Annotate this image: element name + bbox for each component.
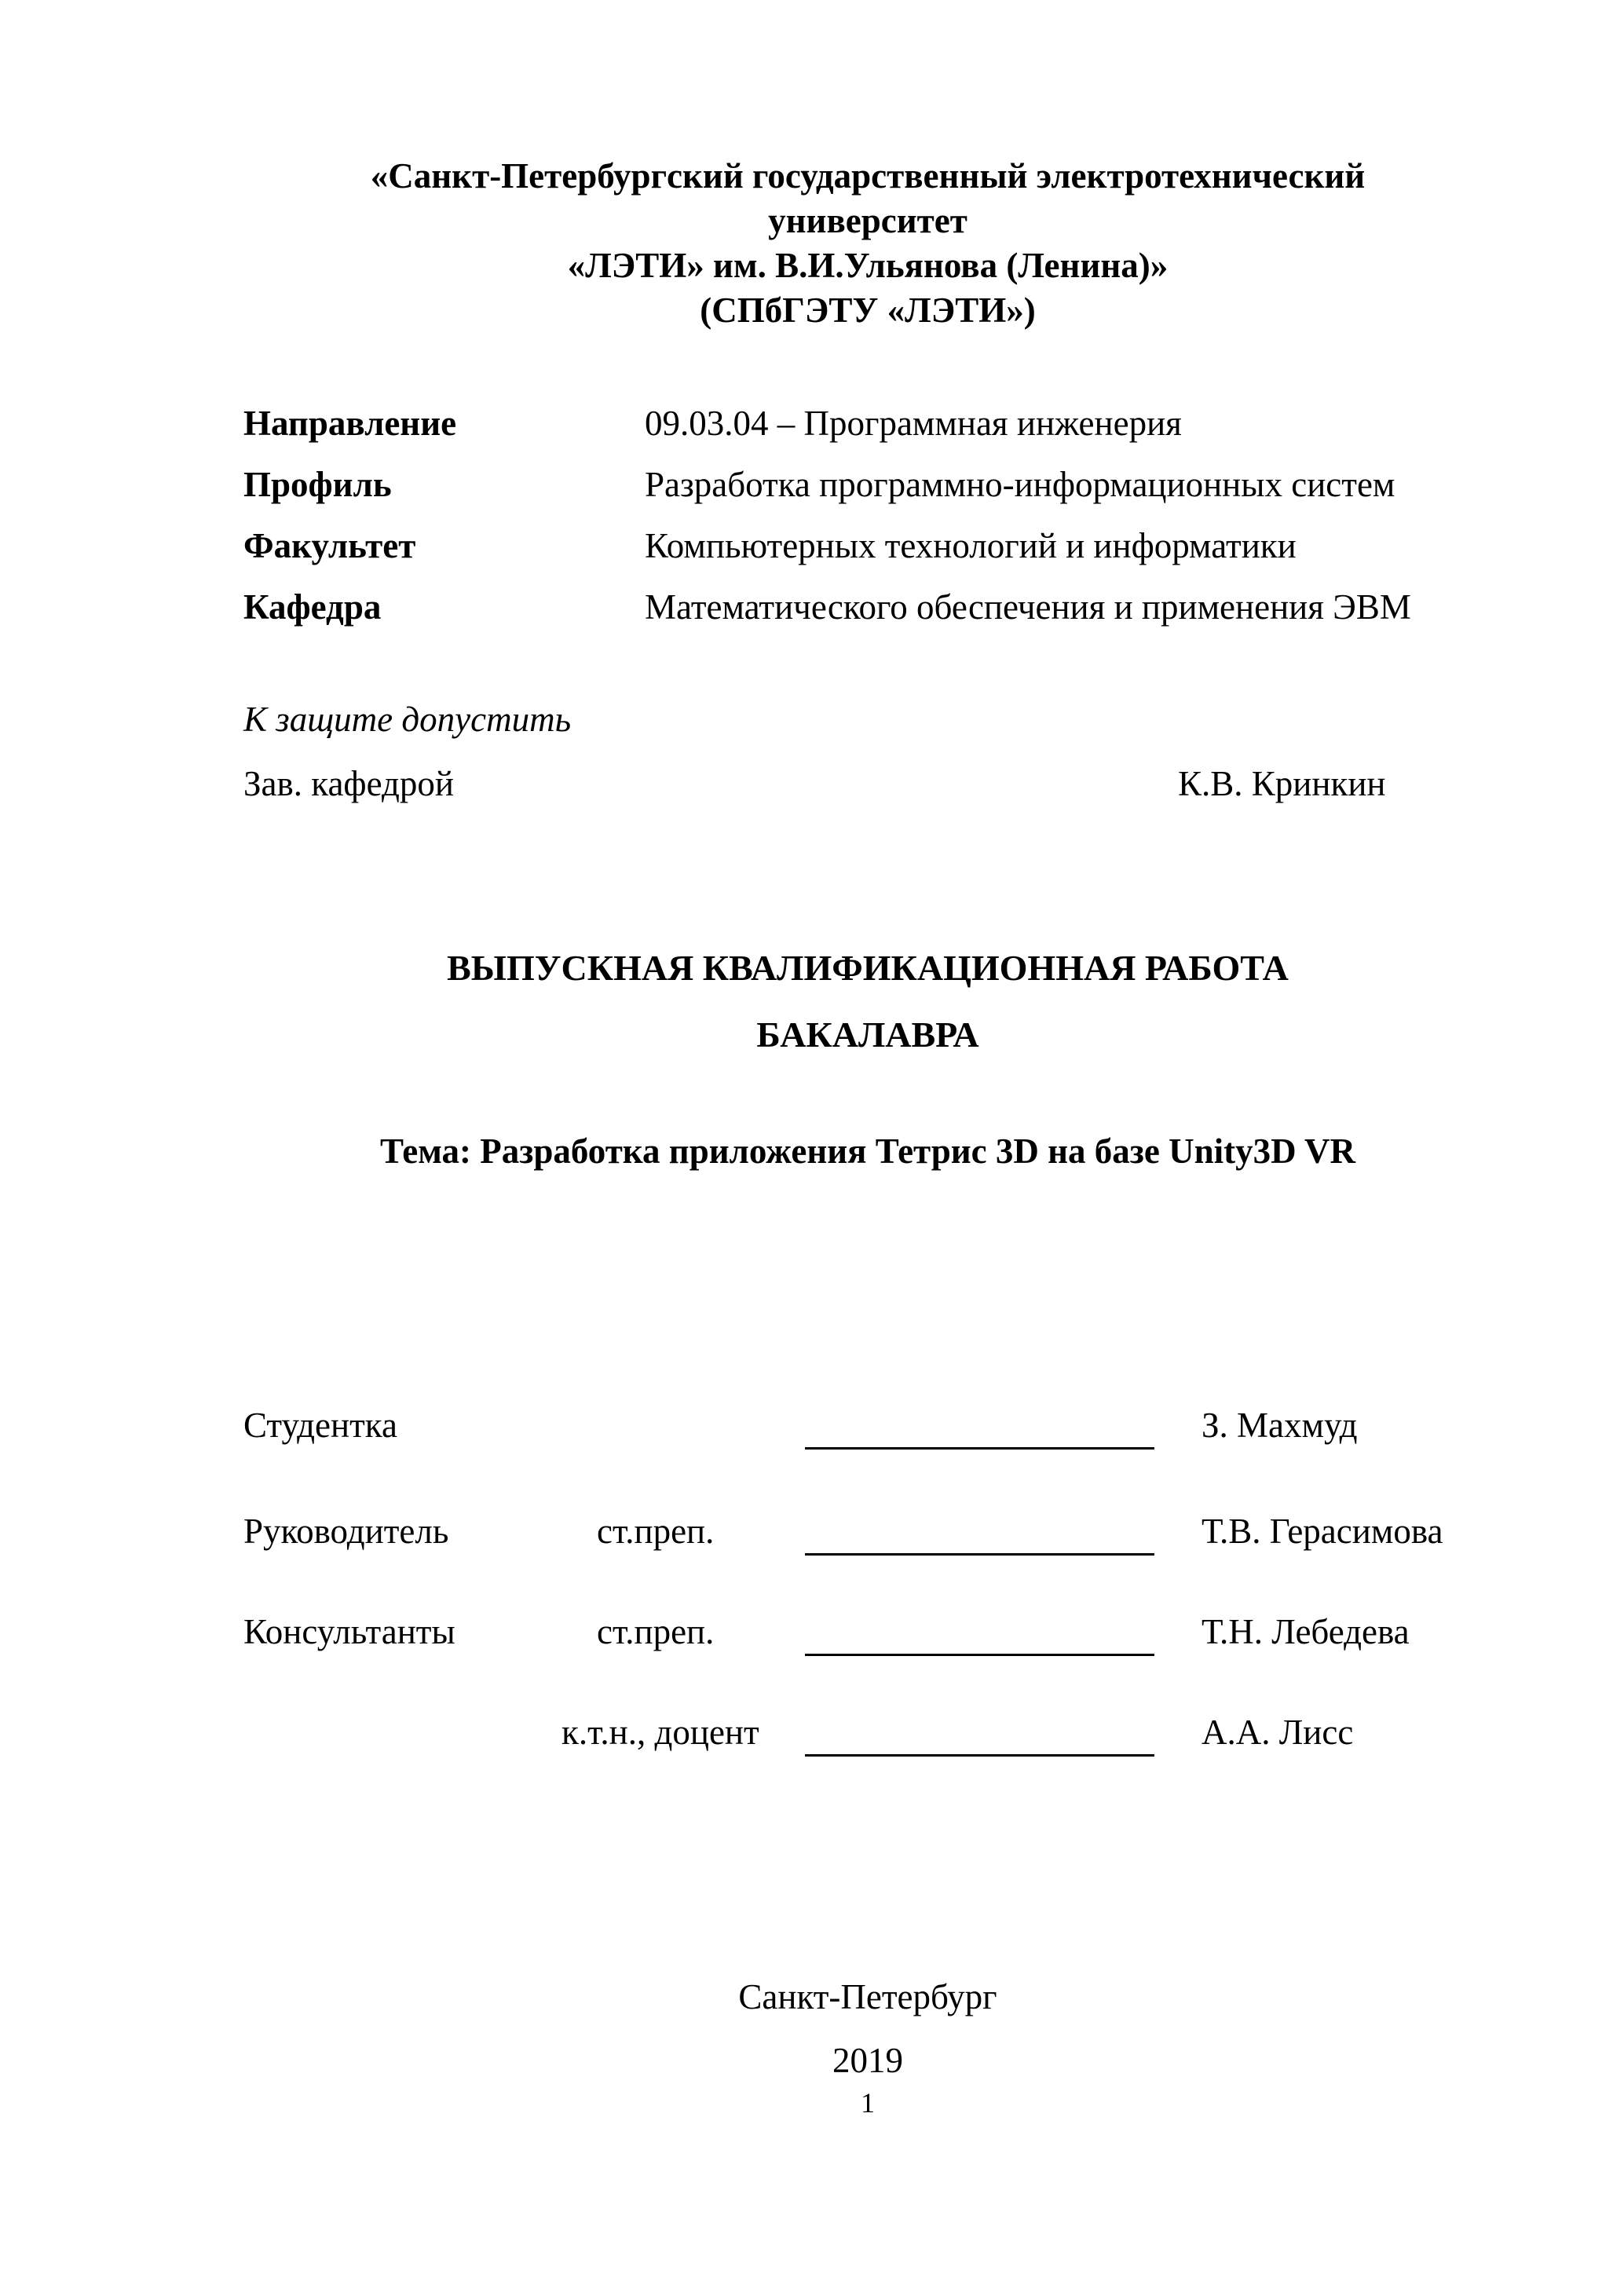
signature-row-consultant-2 — [243, 1709, 1492, 1756]
university-header-line1: «Санкт-Петербургский государственный электротехнический — [370, 156, 1366, 196]
supervisor-role-label: Руководитель — [243, 1512, 449, 1551]
department-label: Кафедра — [243, 587, 382, 627]
signature-row-supervisor — [243, 1508, 1492, 1555]
info-row-department — [243, 576, 1492, 638]
consultant-2-signature-line — [805, 1754, 1154, 1757]
info-row-faculty — [243, 515, 1492, 576]
faculty-value: Компьютерных технологий и информатики — [645, 526, 1297, 565]
supervisor-degree-label: ст.преп. — [597, 1512, 715, 1551]
program-info — [243, 393, 1492, 638]
thesis-theme: Тема: Разработка приложения Тетрис 3D на базе Unity3D VR — [379, 1132, 1356, 1171]
page-number: 1 — [861, 2087, 875, 2119]
department-value: Математического обеспечения и применения ЭВМ — [645, 587, 1411, 627]
faculty-label: Факультет — [243, 526, 416, 565]
profile-label: Профиль — [243, 465, 392, 504]
footer-year: 2019 — [832, 2041, 903, 2080]
consultant-1-degree-label: ст.преп. — [597, 1612, 715, 1651]
signature-row-student — [243, 1402, 1492, 1449]
work-title-line2: БАКАЛАВРА — [756, 1015, 979, 1055]
student-role-label: Студентка — [243, 1406, 397, 1445]
signature-row-consultant-1 — [243, 1608, 1492, 1655]
consultants-role-label: Консультанты — [243, 1612, 455, 1651]
consultant-2-name: А.А. Лисс — [1202, 1713, 1354, 1752]
university-header-line4: (СПбГЭТУ «ЛЭТИ») — [700, 291, 1036, 330]
approval-note: К защите допустить — [243, 700, 572, 739]
work-title — [243, 934, 1492, 1068]
info-row-direction — [243, 393, 1492, 454]
footer-city: Санкт-Петербург — [738, 1977, 997, 2016]
supervisor-name: Т.В. Герасимова — [1202, 1512, 1443, 1551]
direction-value: 09.03.04 – Программная инженерия — [645, 404, 1182, 443]
university-header — [243, 154, 1492, 333]
university-header-line3: «ЛЭТИ» им. В.И.Ульянова (Ленина)» — [567, 246, 1169, 285]
university-header-line2: университет — [768, 201, 967, 240]
work-title-line1: ВЫПУСКНАЯ КВАЛИФИКАЦИОННАЯ РАБОТА — [447, 948, 1289, 988]
consultant-2-degree-label: к.т.н., доцент — [561, 1713, 759, 1752]
profile-value: Разработка программно-информационных систем — [645, 465, 1395, 504]
approval-row — [243, 760, 1492, 807]
direction-label: Направление — [243, 404, 457, 443]
student-name: З. Махмуд — [1202, 1406, 1358, 1445]
consultant-1-name: Т.Н. Лебедева — [1202, 1612, 1410, 1651]
head-of-department-name: К.В. Кринкин — [1178, 764, 1386, 803]
student-signature-line — [805, 1447, 1154, 1450]
consultant-1-signature-line — [805, 1654, 1154, 1656]
head-of-department-label: Зав. кафедрой — [243, 764, 454, 803]
info-row-profile — [243, 454, 1492, 515]
supervisor-signature-line — [805, 1553, 1154, 1556]
